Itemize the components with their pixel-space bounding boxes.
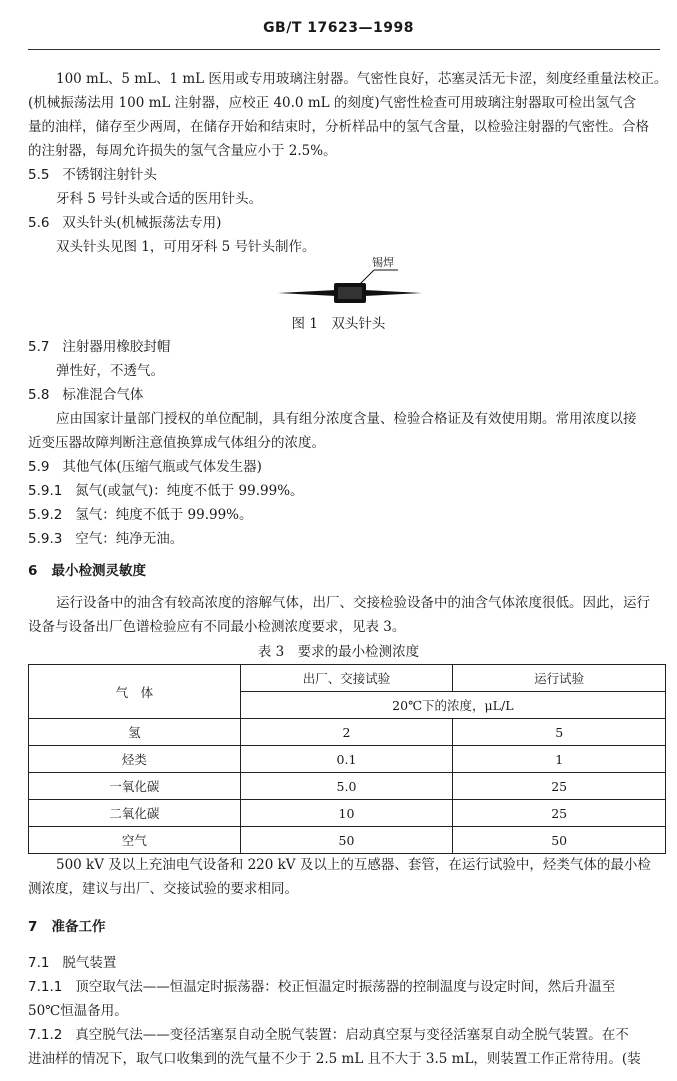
section-number: 7.1 <box>28 955 50 971</box>
section-number: 5.7 <box>28 339 50 355</box>
section-text: 空气：纯净无油。 <box>75 531 184 547</box>
section-7-1-1-line-2: 50℃恒温备用。 <box>28 1003 128 1019</box>
section-7-1-2-line-2: 进油样的情况下，取气口收集到的洗气量不少于 2.5 mL 且不大于 3.5 mL，则装置工作正常待用。(装 <box>28 1051 641 1067</box>
table-row <box>29 746 666 773</box>
section-7-heading <box>28 918 106 936</box>
after-table-line-2: 测浓度，建议与出厂、交接试验的要求相同。 <box>28 881 298 897</box>
section-title: 其他气体(压缩气瓶或气体发生器) <box>62 459 262 475</box>
cell-factory: 2 <box>240 719 453 746</box>
cell-gas: 一氧化碳 <box>29 773 241 800</box>
section-5-6-body: 双头针头见图 1，可用牙科 5 号针头制作。 <box>56 239 316 255</box>
section-title: 双头针头(机械振荡法专用) <box>62 215 222 231</box>
table-row <box>29 773 666 800</box>
table-min-detection <box>28 664 666 854</box>
section-number: 7.1.2 <box>28 1027 63 1043</box>
section-6-body-1: 运行设备中的油含有较高浓度的溶解气体，出厂、交接检验设备中的油含气体浓度很低。因此，运行 <box>56 595 650 611</box>
section-7-1-2-line-1 <box>28 1026 629 1044</box>
section-5-6-heading <box>28 214 221 232</box>
header-rule <box>28 49 660 50</box>
cell-running: 1 <box>453 746 666 773</box>
cell-gas: 空气 <box>29 827 241 854</box>
header-running: 运行试验 <box>453 665 666 692</box>
intro-line-2: (机械振荡法用 100 mL 注射器，应校正 40.0 mL 的刻度)气密性检查可用玻璃注射器取可检出氢气含 <box>28 95 637 111</box>
table-row <box>29 827 666 854</box>
section-6-heading <box>28 562 146 580</box>
section-title: 标准混合气体 <box>62 387 144 403</box>
section-text: 顶空取气法——恒温定时振荡器：校正恒温定时振荡器的控制温度与设定时间，然后升温至 <box>75 979 616 995</box>
section-title: 最小检测灵敏度 <box>51 563 147 579</box>
section-number: 5.6 <box>28 215 50 231</box>
cell-factory: 5.0 <box>240 773 453 800</box>
section-text: 氮气(或氩气)：纯度不低于 99.99%。 <box>75 483 304 499</box>
section-number: 7 <box>28 919 38 935</box>
section-number: 6 <box>28 563 38 579</box>
cell-factory: 50 <box>240 827 453 854</box>
table-row <box>29 800 666 827</box>
figure-double-needle <box>250 252 450 312</box>
intro-line-1: 100 mL、5 mL、1 mL 医用或专用玻璃注射器。气密性良好，芯塞灵活无卡涩，刻度经重量法校正。 <box>56 71 668 87</box>
section-number: 5.9.1 <box>28 483 63 499</box>
section-number: 5.9 <box>28 459 50 475</box>
section-5-5-body: 牙科 5 号针头或合适的医用针头。 <box>56 191 263 207</box>
table-header-row <box>29 665 666 692</box>
table-row <box>29 719 666 746</box>
section-7-1-1-line-1 <box>28 978 615 996</box>
section-5-9-3 <box>28 530 183 548</box>
cell-running: 25 <box>453 773 666 800</box>
section-7-1-heading <box>28 954 116 972</box>
page-header: GB/T 17623—1998 <box>263 20 414 36</box>
section-5-7-heading <box>28 338 170 356</box>
cell-gas: 氢 <box>29 719 241 746</box>
cell-factory: 0.1 <box>240 746 453 773</box>
cell-running: 25 <box>453 800 666 827</box>
section-number: 5.9.3 <box>28 531 63 547</box>
section-text: 真空脱气法——变径活塞泵自动全脱气装置：启动真空泵与变径活塞泵自动全脱气装置。在不 <box>75 1027 629 1043</box>
section-5-8-body-2: 近变压器故障判断注意值换算成气体组分的浓度。 <box>28 435 325 451</box>
section-6-body-2: 设备与设备出厂色谱检验应有不同最小检测浓度要求，见表 3。 <box>28 619 406 635</box>
double-needle-drawing <box>250 252 450 312</box>
section-number: 5.9.2 <box>28 507 63 523</box>
cell-gas: 烃类 <box>29 746 241 773</box>
section-text: 氢气：纯度不低于 99.99%。 <box>75 507 253 523</box>
section-number: 5.8 <box>28 387 50 403</box>
table-caption: 表 3 要求的最小检测浓度 <box>257 644 420 660</box>
after-table-line-1: 500 kV 及以上充油电气设备和 220 kV 及以上的互感器、套管，在运行试验中，烃类气体的最小检 <box>56 857 651 873</box>
header-unit: 20℃下的浓度，μL/L <box>240 692 665 719</box>
section-title: 脱气装置 <box>62 955 117 971</box>
figure-label-solder: 锡焊 <box>372 256 394 269</box>
header-gas: 气 体 <box>29 665 241 719</box>
intro-line-4: 的注射器，每周允许损失的氢气含量应小于 2.5%。 <box>28 143 337 159</box>
cell-factory: 10 <box>240 800 453 827</box>
section-5-5-heading <box>28 166 157 184</box>
section-5-9-2 <box>28 506 253 524</box>
section-title: 准备工作 <box>51 919 106 935</box>
section-title: 注射器用橡胶封帽 <box>62 339 171 355</box>
section-5-8-body-1: 应由国家计量部门授权的单位配制，具有组分浓度含量、检验合格证及有效使用期。常用浓度以接 <box>56 411 637 427</box>
section-number: 7.1.1 <box>28 979 63 995</box>
section-5-7-body: 弹性好，不透气。 <box>56 363 164 379</box>
intro-line-3: 量的油样，储存至少两周，在储存开始和结束时，分析样品中的氢气含量，以检验注射器的气密性。合格 <box>28 119 649 135</box>
header-factory: 出厂、交接试验 <box>240 665 453 692</box>
figure-caption: 图 1 双头针头 <box>291 316 386 332</box>
cell-gas: 二氧化碳 <box>29 800 241 827</box>
section-title: 不锈钢注射针头 <box>62 167 157 183</box>
section-5-9-1 <box>28 482 304 500</box>
section-number: 5.5 <box>28 167 50 183</box>
section-5-8-heading <box>28 386 143 404</box>
cell-running: 50 <box>453 827 666 854</box>
cell-running: 5 <box>453 719 666 746</box>
section-5-9-heading <box>28 458 262 476</box>
